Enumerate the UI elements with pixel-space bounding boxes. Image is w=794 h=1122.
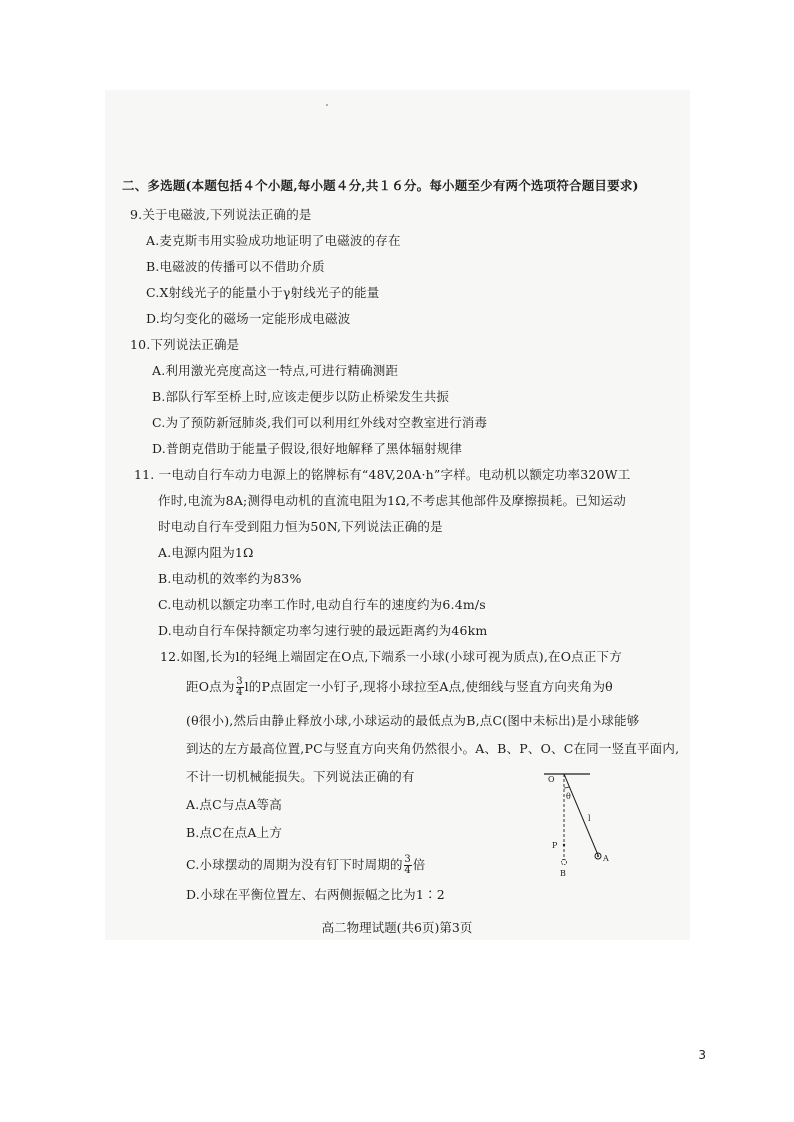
question-9-option-c: C.X射线光子的能量小于γ射线光子的能量 [146, 285, 380, 300]
fraction-numerator: 3 [236, 676, 243, 687]
question-9-option-a: A.麦克斯韦用实验成功地证明了电磁波的存在 [146, 233, 401, 248]
section-title: 二、多选题(本题包括４个小题,每小题４分,共１６分。每小题至少有两个选项符合题目要求) [122, 178, 639, 193]
fraction-numerator: 3 [404, 854, 411, 865]
question-11-option-c: C.电动机以额定功率工作时,电动自行车的速度约为6.4m/s [158, 597, 486, 612]
question-12-stem-line-2-end: l的P点固定一小钉子,现将小球拉至A点,使细线与竖直方向夹角为θ [244, 679, 613, 694]
question-12-stem-line-1: 12.如图,长为l的轻绳上端固定在O点,下端系一小球(小球可视为质点),在O点正下方 [160, 649, 622, 664]
question-12-stem-line-3: (θ很小),然后由静止释放小球,小球运动的最低点为B,点C(图中未标出)是小球能够 [186, 713, 640, 728]
ball-center [597, 855, 599, 857]
question-12-stem-line-2-start: 距O点为 [186, 679, 235, 694]
question-12-stem-line-4: 到达的左方最高位置,PC与竖直方向夹角仍然很小。A、B、P、O、C在同一竖直平面内, [186, 741, 680, 756]
nail-p [563, 844, 565, 846]
page-number: 3 [698, 1048, 706, 1062]
question-9-option-b: B.电磁波的传播可以不借助介质 [146, 259, 325, 274]
page-footer: 高二物理试题(共6页)第3页 [321, 920, 473, 935]
fraction-three-quarters [236, 677, 244, 698]
question-12-option-d: D.小球在平衡位置左、右两侧振幅之比为1∶2 [186, 887, 445, 902]
pendulum-string [564, 774, 598, 855]
question-12-option-c-end: 倍 [412, 857, 426, 872]
question-12-option-a: A.点C与点A等高 [186, 797, 282, 812]
question-9-stem: 9.关于电磁波,下列说法正确的是 [130, 207, 312, 222]
question-11-option-a: A.电源内阻为1Ω [158, 545, 254, 560]
question-12-stem-line-2 [186, 677, 613, 698]
label-theta: θ [566, 792, 571, 801]
label-p: P [552, 841, 558, 850]
question-12-stem-line-5: 不计一切机械能损失。下列说法正确的有 [186, 769, 415, 784]
fraction-three-quarters-option-c [404, 855, 412, 876]
question-9-option-d: D.均匀变化的磁场一定能形成电磁波 [146, 311, 351, 326]
question-11-option-b: B.电动机的效率约为83% [158, 571, 302, 586]
question-10-option-a: A.利用激光亮度高这一特点,可进行精确测距 [152, 363, 399, 378]
question-12-option-c-start: C.小球摆动的周期为没有钉下时周期的 [186, 857, 403, 872]
label-b: B [560, 869, 566, 878]
question-10-option-d: D.普朗克借助于能量子假设,很好地解释了黑体辐射规律 [152, 441, 463, 456]
ball-at-b [561, 859, 566, 864]
question-10-stem: 10.下列说法正确是 [130, 337, 240, 352]
label-o: O [548, 775, 555, 784]
fraction-denominator: 4 [236, 687, 243, 698]
question-11-stem-line-2: 作时,电流为8A;测得电动机的直流电阻为1Ω,不考虑其他部件及摩擦损耗。已知运动 [158, 493, 626, 508]
question-12-option-b: B.点C在点A上方 [186, 825, 283, 840]
question-11-stem-line-3: 时电动自行车受到阻力恒为50N,下列说法正确的是 [158, 519, 443, 534]
question-11-stem-line-1: 11. 一电动自行车动力电源上的铭牌标有“48V,20A·h”字样。电动机以额定功率320W工 [134, 467, 631, 482]
fraction-denominator: 4 [404, 865, 411, 876]
question-10-option-b: B.部队行军至桥上时,应该走便步以防止桥梁发生共振 [152, 389, 450, 404]
angle-arc [564, 787, 569, 788]
question-10-option-c: C.为了预防新冠肺炎,我们可以利用红外线对空教室进行消毒 [152, 415, 488, 430]
speck [326, 104, 328, 106]
label-a: A [603, 854, 609, 863]
question-12-option-c [186, 855, 425, 876]
label-l: l [588, 814, 591, 823]
pendulum-figure [540, 766, 620, 882]
question-11-option-d: D.电动自行车保持额定功率匀速行驶的最远距离约为46km [158, 623, 488, 638]
